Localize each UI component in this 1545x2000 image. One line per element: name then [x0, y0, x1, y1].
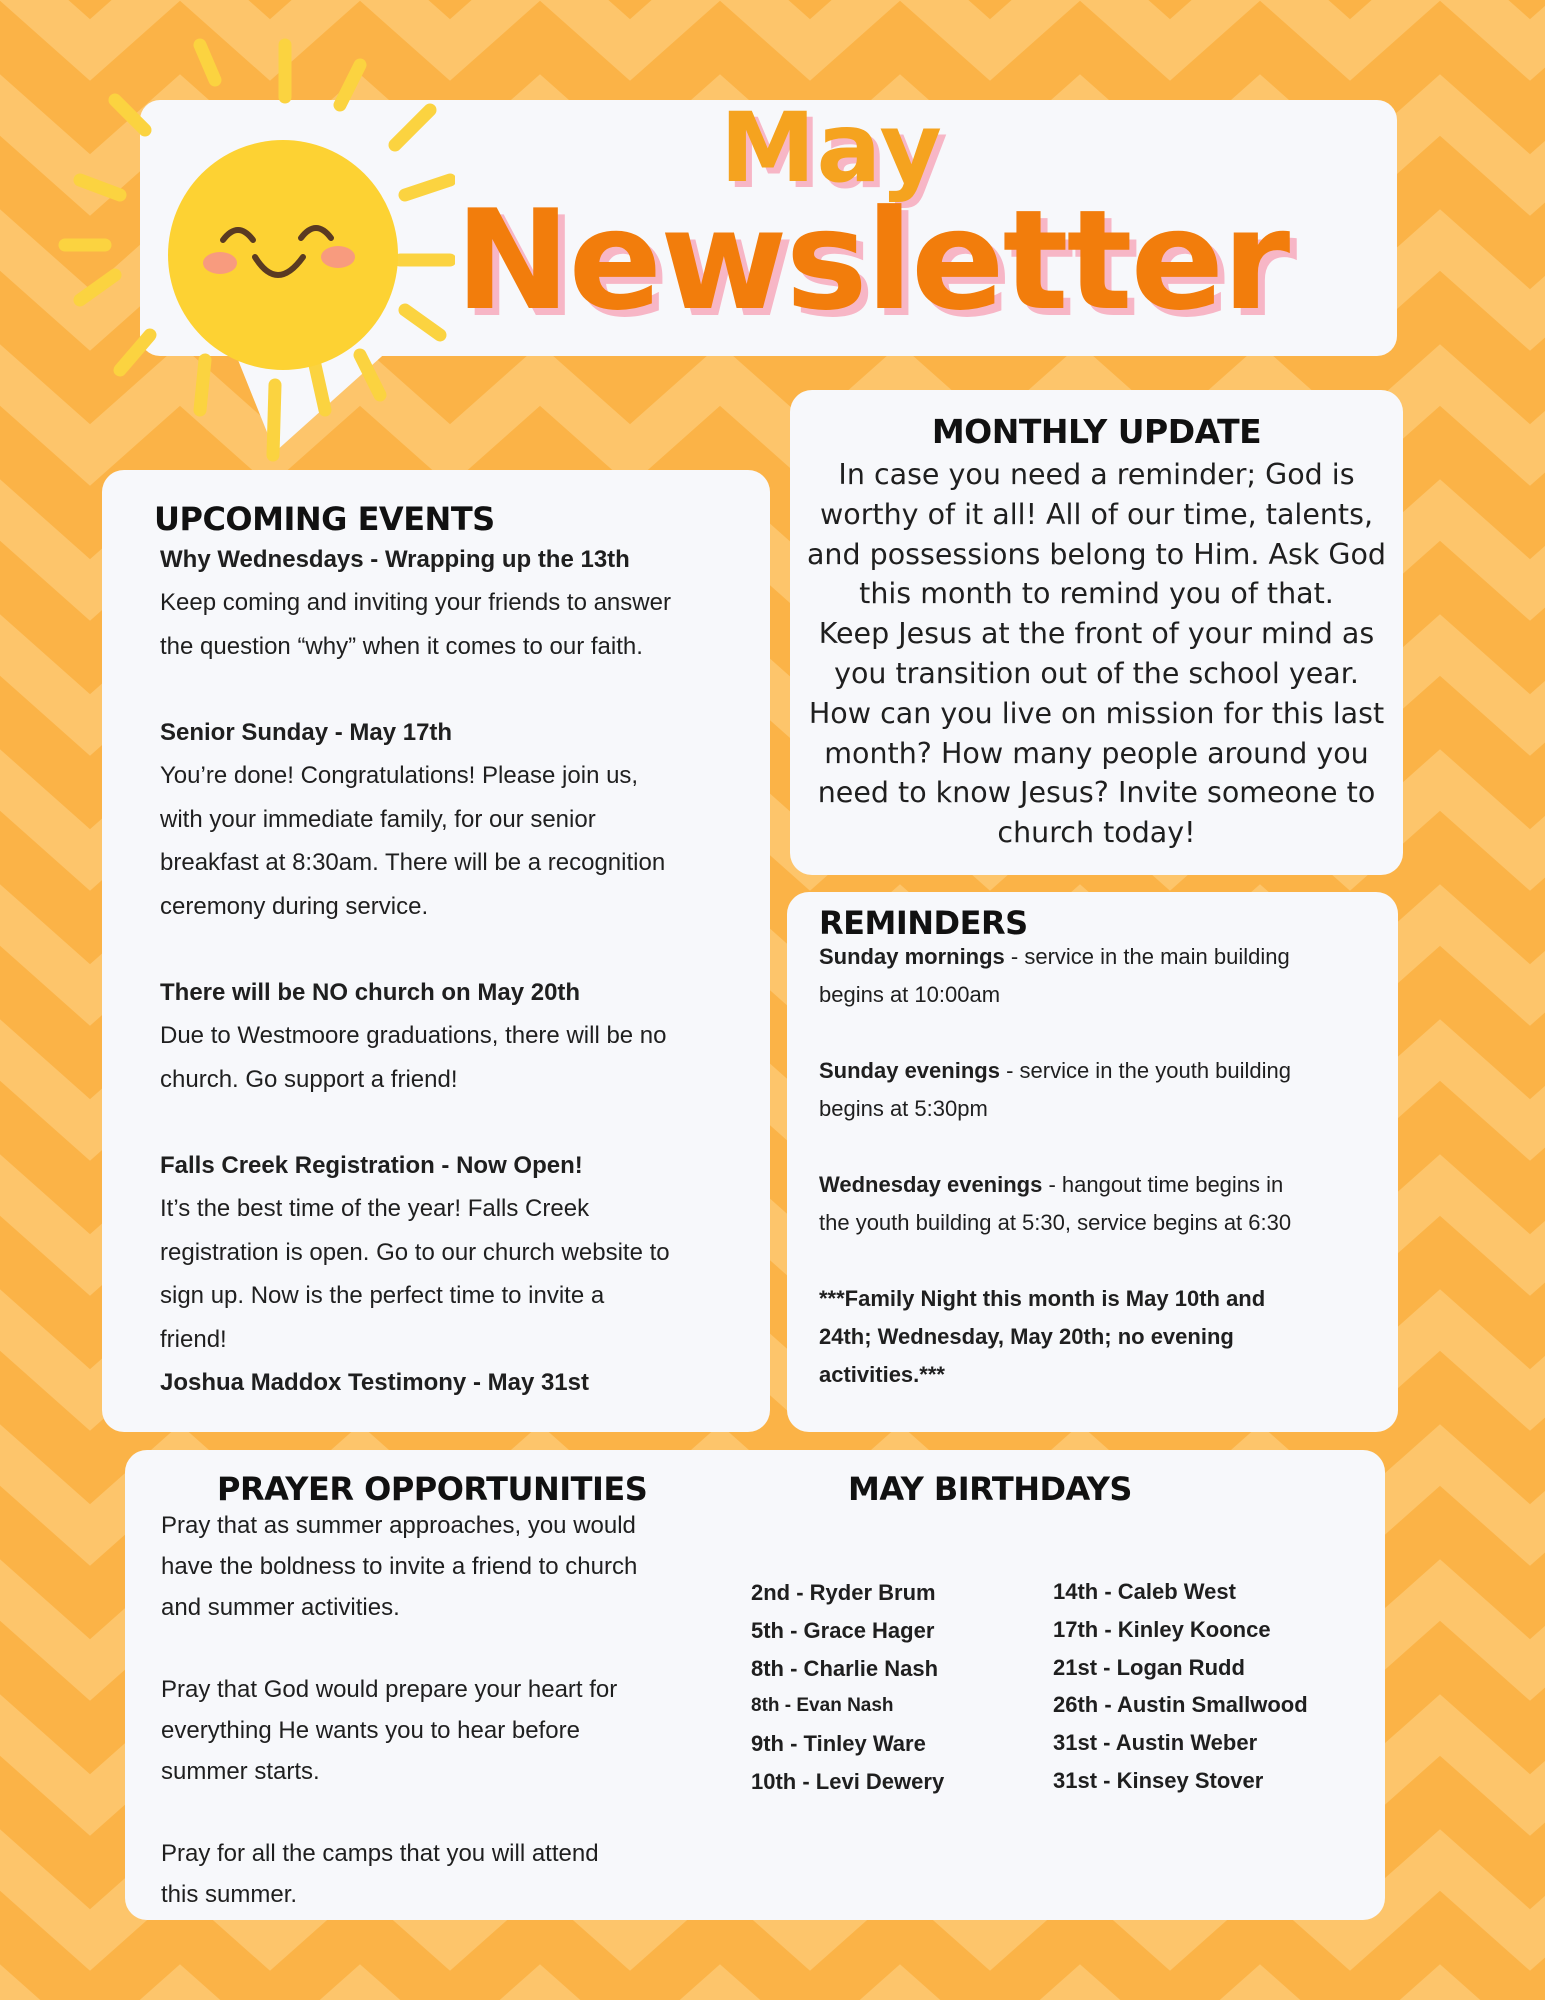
reminder-line	[819, 1052, 1389, 1090]
event-text: Keep coming and inviting your friends to answer	[160, 589, 671, 616]
reminder-text: - service in the youth building	[999, 1058, 1292, 1083]
monthly-update-line: you transition out of the school year.	[834, 656, 1359, 690]
event-text: sign up. Now is the perfect time to invite a	[160, 1282, 605, 1309]
event-title: Joshua Maddox Testimony - May 31st	[160, 1369, 589, 1396]
reminders-list	[819, 938, 1389, 1394]
monthly-update-line: this month to remind you of that.	[859, 577, 1334, 611]
family-night-note: ***Family Night this month is May 10th and	[819, 1286, 1266, 1311]
reminder-text: - service in the main building	[1004, 944, 1290, 969]
monthly-update-card	[790, 390, 1403, 875]
birthday-entry: 31st - Austin Weber	[1053, 1730, 1258, 1756]
prayer-list	[161, 1505, 741, 1915]
prayer-line: everything He wants you to hear before	[161, 1717, 580, 1744]
monthly-update-line: In case you need a reminder; God is	[838, 458, 1355, 491]
birthday-entry: 21st - Logan Rudd	[1053, 1654, 1245, 1680]
reminder-text: - hangout time begins in	[1042, 1172, 1284, 1197]
birthday-entry: 14th - Caleb West	[1053, 1579, 1236, 1604]
prayer-line: this summer.	[161, 1881, 298, 1908]
event-text: It’s the best time of the year! Falls Creek	[160, 1195, 590, 1222]
reminder-line	[819, 938, 1389, 976]
event-title: There will be NO church on May 20th	[160, 979, 581, 1006]
birthday-entry: 8th - Evan Nash	[751, 1695, 894, 1717]
monthly-update-line: need to know Jesus? Invite someone to	[817, 776, 1376, 810]
reminders-card	[787, 892, 1398, 1432]
event-text: registration is open. Go to our church website to	[160, 1238, 670, 1266]
prayer-line: Pray that as summer approaches, you would	[161, 1512, 636, 1539]
reminder-line: begins at 10:00am	[819, 982, 1001, 1007]
family-night-note: 24th; Wednesday, May 20th; no evening	[819, 1324, 1234, 1349]
prayer-line: Pray that God would prepare your heart for	[161, 1676, 618, 1703]
monthly-update-heading: MONTHLY UPDATE	[931, 412, 1262, 451]
birthdays-column-1	[751, 1574, 944, 1801]
monthly-update-line: church today!	[997, 816, 1196, 850]
monthly-update-line: worthy of it all! All of our time, talents,	[819, 497, 1374, 531]
title-may: May	[720, 92, 943, 204]
prayer-line: and summer activities.	[161, 1594, 400, 1621]
reminder-line: the youth building at 5:30, service begins at 6:30	[819, 1210, 1292, 1235]
reminder-line	[819, 1166, 1389, 1204]
event-title: Why Wednesdays - Wrapping up the 13th	[160, 546, 630, 573]
reminder-line: begins at 5:30pm	[819, 1096, 988, 1121]
upcoming-events-card	[102, 470, 770, 1432]
event-text: the question “why” when it comes to our faith.	[160, 632, 643, 660]
reminders-heading: REMINDERS	[819, 904, 1028, 942]
monthly-update-text	[790, 455, 1403, 853]
monthly-update-line: Keep Jesus at the front of your mind as	[818, 617, 1375, 651]
events-list	[160, 538, 760, 1404]
event-text: ceremony during service.	[160, 892, 429, 920]
event-text: church. Go support a friend!	[160, 1065, 458, 1093]
event-text: breakfast at 8:30am. There will be a recognition	[160, 849, 666, 876]
reminder-label: Sunday mornings	[819, 944, 1005, 969]
birthdays-heading: MAY BIRTHDAYS	[848, 1470, 1132, 1508]
smiling-sun-icon	[55, 35, 455, 465]
birthday-entry: 10th - Levi Dewery	[751, 1768, 945, 1794]
event-title: Senior Sunday - May 17th	[160, 719, 453, 746]
birthday-entry: 17th - Kinley Koonce	[1053, 1616, 1271, 1642]
prayer-line: summer starts.	[161, 1758, 320, 1785]
birthday-entry: 9th - Tinley Ware	[751, 1731, 926, 1757]
prayer-line: Pray for all the camps that you will attend	[161, 1840, 599, 1867]
birthday-entry: 26th - Austin Smallwood	[1053, 1692, 1308, 1718]
monthly-update-line: and possessions belong to Him. Ask God	[806, 537, 1387, 571]
birthday-entry: 8th - Charlie Nash	[751, 1655, 939, 1681]
upcoming-events-heading: UPCOMING EVENTS	[154, 500, 495, 538]
birthday-entry: 31st - Kinsey Stover	[1053, 1767, 1264, 1793]
title-newsletter: Newsletter	[455, 180, 1289, 341]
birthday-entry: 5th - Grace Hager	[751, 1617, 935, 1643]
event-text: You’re done! Congratulations! Please join us,	[160, 762, 639, 789]
prayer-line: have the boldness to invite a friend to church	[161, 1553, 638, 1580]
reminder-label: Wednesday evenings	[819, 1172, 1043, 1197]
event-text: with your immediate family, for our senior	[160, 805, 596, 833]
reminder-label: Sunday evenings	[819, 1058, 1000, 1083]
birthday-entry: 2nd - Ryder Brum	[751, 1580, 936, 1605]
monthly-update-line: month? How many people around you	[824, 736, 1369, 770]
birthdays-column-2	[1053, 1573, 1308, 1800]
event-title: Falls Creek Registration - Now Open!	[160, 1152, 583, 1179]
event-text: Due to Westmoore graduations, there will be no	[160, 1022, 667, 1049]
monthly-update-line: How can you live on mission for this last	[808, 696, 1385, 730]
prayer-heading: PRAYER OPPORTUNITIES	[217, 1470, 648, 1508]
prayer-birthdays-card	[125, 1450, 1385, 1920]
family-night-note: activities.***	[819, 1362, 945, 1387]
event-text: friend!	[160, 1325, 227, 1353]
chevron-stripe	[0, 1995, 1545, 2000]
